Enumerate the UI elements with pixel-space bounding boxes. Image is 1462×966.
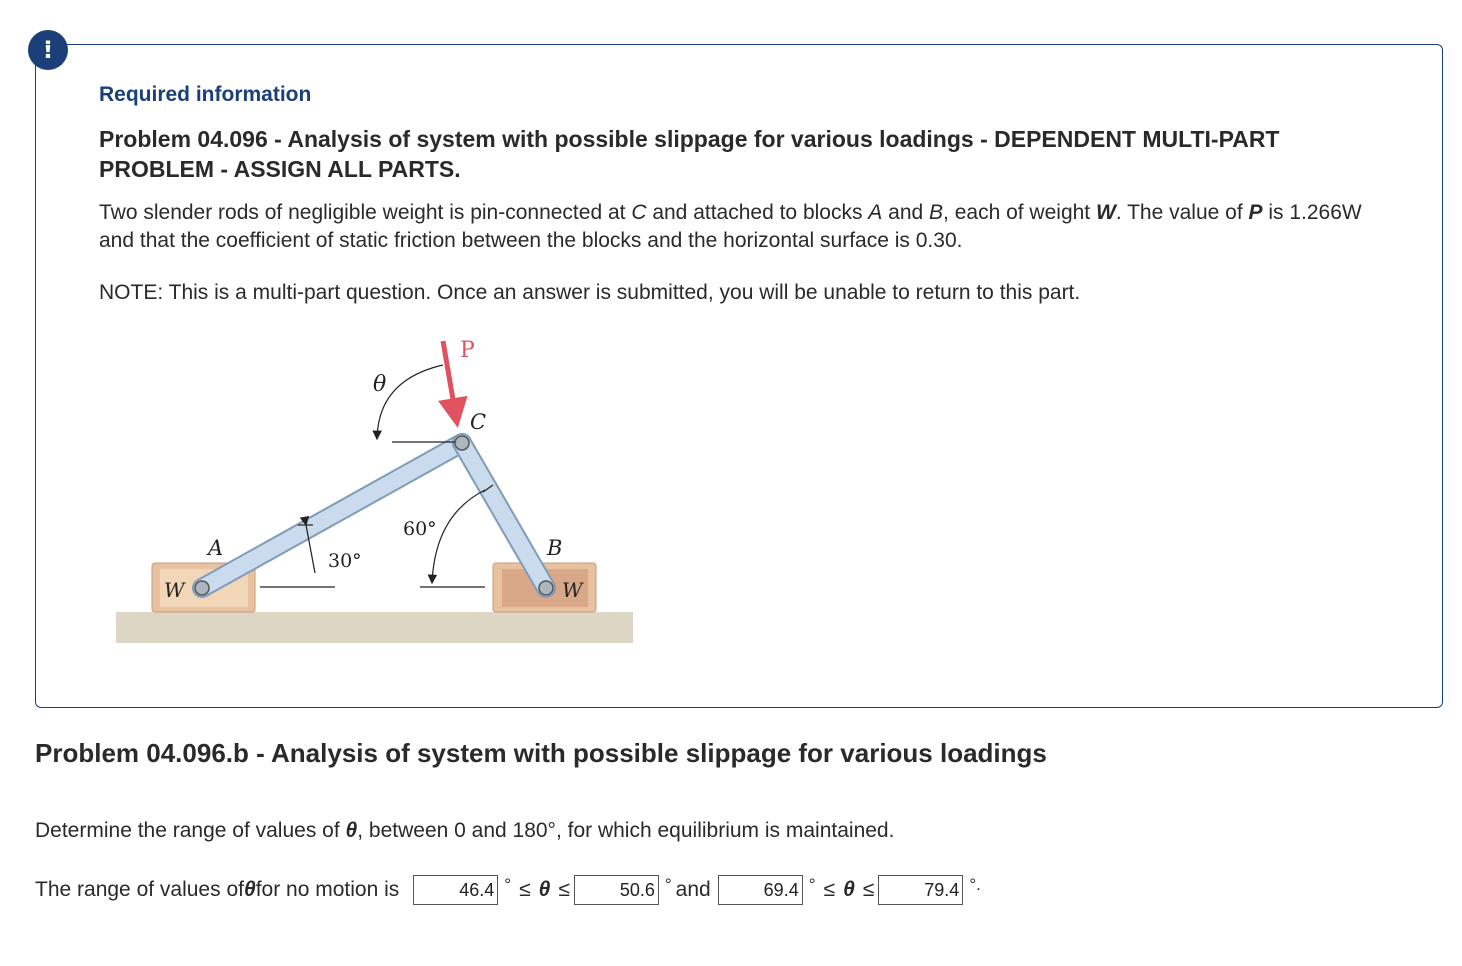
theta-min-input-2[interactable] xyxy=(718,875,803,905)
answer-row: The range of values of θ for no motion is 46.4 ° ≤ θ ≤ 50.6 ° and 69.4 ° ≤ θ ≤ 79.4 °. xyxy=(35,874,985,906)
label-30-deg: 30° xyxy=(328,550,362,572)
multi-part-note: NOTE: This is a multi-part question. Once an answer is submitted, you will be unable to return to this part. xyxy=(99,281,1081,304)
label-theta: θ xyxy=(373,372,387,397)
ground-surface xyxy=(116,612,633,643)
problem-description: Two slender rods of negligible weight is pin-connected at C and attached to blocks A and B, each of weight W. The value of P is 1.266W and that the coefficient of static friction between the blocks and the horizontal surface is 0.30. xyxy=(99,201,1362,252)
theta-arc xyxy=(377,365,443,439)
label-p: P xyxy=(460,338,475,363)
sixty-deg-arc xyxy=(432,490,485,583)
part-title: Problem 04.096.b - Analysis of system with possible slippage for various loadings xyxy=(35,738,1047,768)
problem-figure xyxy=(110,335,640,650)
label-c: C xyxy=(470,410,487,434)
problem-title: Problem 04.096 - Analysis of system with possible slippage for various loadings - DEPENDENT MULTI-PART PROBLEM - ASSIGN ALL PARTS. xyxy=(99,126,1280,182)
theta-max-input-1[interactable] xyxy=(574,875,659,905)
pin-c xyxy=(455,436,469,450)
label-w-right: W xyxy=(562,578,583,602)
required-info-title: Required information xyxy=(99,83,312,106)
theta-min-input-1[interactable] xyxy=(413,875,498,905)
pin-a xyxy=(195,581,209,595)
exclamation-icon: ! xyxy=(42,36,54,64)
label-60-deg: 60° xyxy=(403,518,437,540)
label-a: A xyxy=(208,536,224,560)
label-w-left: W xyxy=(164,578,185,602)
label-b: B xyxy=(547,536,563,560)
theta-max-input-2[interactable] xyxy=(878,875,963,905)
force-p-arrow xyxy=(443,341,457,423)
question-text: Determine the range of values of θ, between 0 and 180°, for which equilibrium is maintained. xyxy=(35,819,895,842)
pin-b xyxy=(539,581,553,595)
